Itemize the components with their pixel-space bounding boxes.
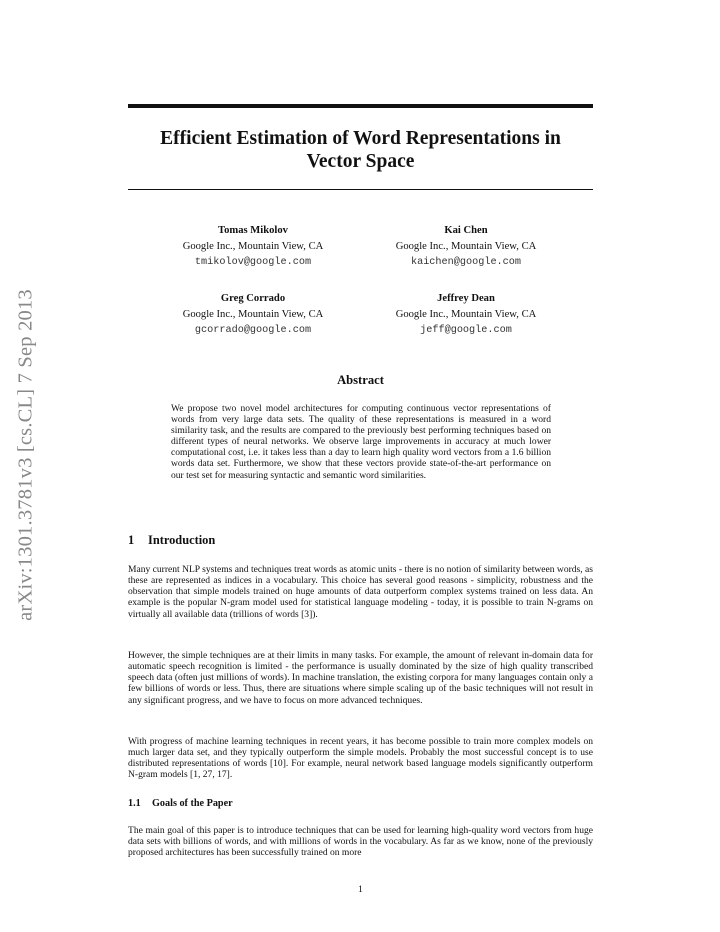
arxiv-identifier-stamp: arXiv:1301.3781v3 [cs.CL] 7 Sep 2013 [14,289,37,621]
author-affiliation: Google Inc., Mountain View, CA [395,309,537,320]
paper-title-line-2: Vector Space [306,151,415,172]
body-paragraph: Many current NLP systems and techniques treat words as atomic units - there is no notion of similarity between words, as these are represented as indices in a vocabulary. This choice has several good reasons - simplicity, robustness and the observation that simple models trained on huge amounts of data outperform complex systems trained on less data. An example is the popular N-gram model used for statistical language modeling - today, it is possible to train N-grams on virtually all available data (trillions of words [3]). [128,564,593,620]
abstract-heading: Abstract [337,373,384,387]
author-block [138,223,368,271]
paper-title-line-1: Efficient Estimation of Word Representations in [160,128,561,149]
body-paragraph: The main goal of this paper is to introduce techniques that can be used for learning high-quality word vectors from huge data sets with billions of words, and with millions of words in the vocabulary. As far as we know, none of the previously proposed architectures has been successfully trained on more [128,825,593,859]
subsection-title: Goals of the Paper [152,798,233,809]
page-number: 1 [358,884,363,895]
body-paragraph: However, the simple techniques are at their limits in many tasks. For example, the amount of relevant in-domain data for automatic speech recognition is limited - the performance is usually dominated by the size of high quality transcribed speech data (often just millions of words). In machine translation, the existing corpora for many languages contain only a few billions of words or less. Thus, there are situations where simple scaling up of the basic techniques will not result in any significant progress, and we have to focus on more advanced techniques. [128,650,593,706]
author-block [138,291,368,339]
author-name: Greg Corrado [220,293,286,304]
subsection-heading-goals [128,798,593,809]
author-email: jeff@google.com [420,325,512,336]
title-bottom-rule [128,189,593,190]
subsection-number: 1.1 [128,798,141,809]
author-affiliation: Google Inc., Mountain View, CA [182,309,324,320]
paper-title [128,127,593,173]
abstract-text: We propose two novel model architectures for computing continuous vector representations of words from very large data sets. The quality of these representations is measured in a word similarity task, and the results are compared to the previously best performing techniques based on different types of neural networks. We observe large improvements in accuracy at much lower computational cost, i.e. it takes less than a day to learn high quality word vectors from a 1.6 billion words data set. Furthermore, we show that these vectors provide state-of-the-art performance on our test set for measuring syntactic and semantic word similarities. [171,403,551,481]
author-affiliation: Google Inc., Mountain View, CA [395,241,537,252]
title-top-rule [128,104,593,108]
section-title: Introduction [148,533,216,547]
author-affiliation: Google Inc., Mountain View, CA [182,241,324,252]
body-paragraph: With progress of machine learning techniques in recent years, it has become possible to train more complex models on much larger data set, and they typically outperform the simple models. Probably the most successful concept is to use distributed representations of words [10]. For example, neural network based language models significantly outperform N-gram models [1, 27, 17]. [128,736,593,781]
author-email: tmikolov@google.com [194,257,312,268]
author-name: Jeffrey Dean [437,293,495,304]
author-name: Tomas Mikolov [218,225,288,236]
author-name: Kai Chen [444,225,488,236]
author-block [351,291,581,339]
author-email: gcorrado@google.com [194,325,312,336]
author-email: kaichen@google.com [410,257,522,268]
section-number: 1 [128,533,135,547]
section-heading-introduction [128,533,593,548]
author-block [351,223,581,271]
